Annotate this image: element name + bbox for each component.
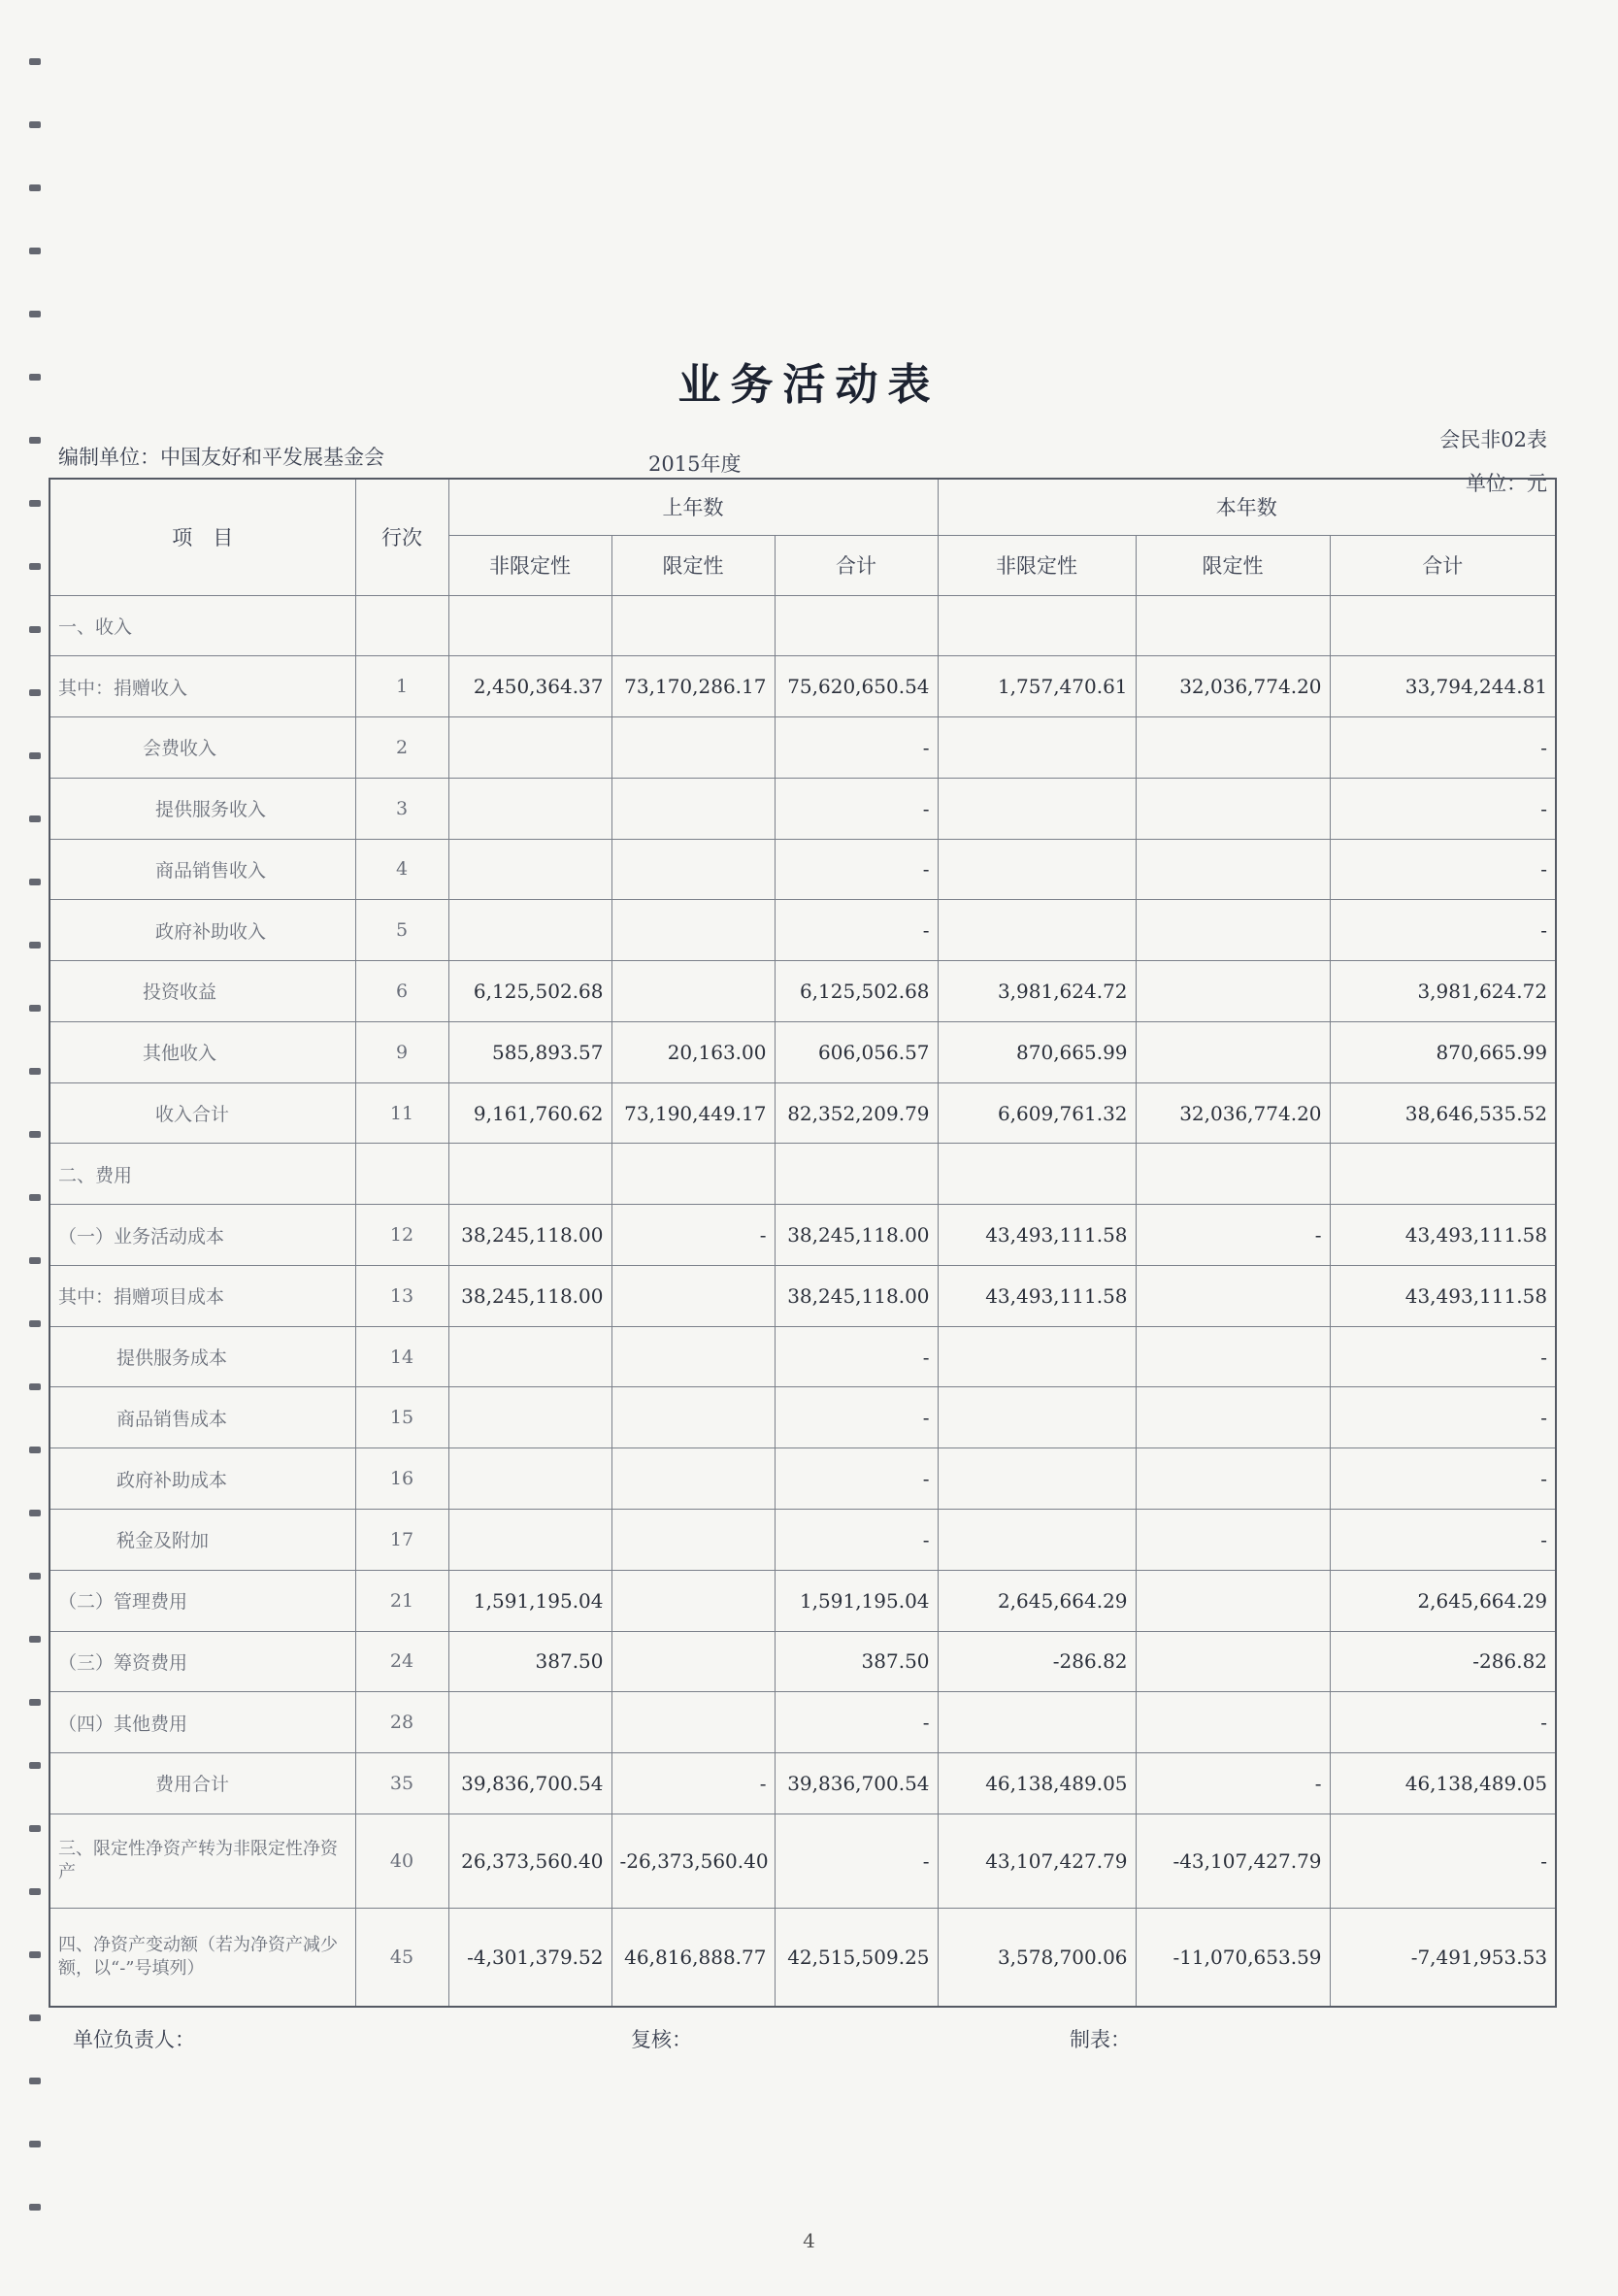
table-row <box>50 1692 1556 1753</box>
table-row <box>50 1753 1556 1814</box>
row-item: （一）业务活动成本 <box>50 1205 355 1266</box>
cell-curr-restricted <box>1136 1265 1330 1326</box>
preparer-label: 制表： <box>1070 2028 1131 2051</box>
cell-prev-unrestricted: 9,161,760.62 <box>448 1082 611 1144</box>
row-item: 提供服务成本 <box>50 1326 355 1387</box>
cell-curr-total: - <box>1330 778 1556 839</box>
cell-prev-restricted <box>611 1448 775 1510</box>
cell-prev-restricted: 20,163.00 <box>611 1021 775 1082</box>
table-row <box>50 1631 1556 1692</box>
cell-prev-unrestricted <box>448 1448 611 1510</box>
cell-prev-restricted <box>611 900 775 961</box>
table-row <box>50 1509 1556 1570</box>
row-item: 商品销售收入 <box>50 839 355 900</box>
cell-curr-total: 3,981,624.72 <box>1330 961 1556 1022</box>
row-no: 21 <box>355 1570 448 1631</box>
cell-prev-total: - <box>775 1814 938 1908</box>
cell-prev-restricted: -26,373,560.40 <box>611 1814 775 1908</box>
business-activity-table <box>49 478 1557 2008</box>
cell-curr-unrestricted: 6,609,761.32 <box>938 1082 1136 1144</box>
cell-prev-unrestricted <box>448 717 611 779</box>
cell-prev-total: - <box>775 900 938 961</box>
row-no <box>355 595 448 656</box>
cell-prev-unrestricted <box>448 839 611 900</box>
cell-curr-restricted <box>1136 1570 1330 1631</box>
row-no: 28 <box>355 1692 448 1753</box>
cell-prev-unrestricted: 26,373,560.40 <box>448 1814 611 1908</box>
table-row <box>50 1144 1556 1205</box>
cell-prev-unrestricted <box>448 1144 611 1205</box>
cell-curr-total: - <box>1330 900 1556 961</box>
row-item: （三）筹资费用 <box>50 1631 355 1692</box>
row-item: 商品销售成本 <box>50 1387 355 1448</box>
cell-prev-unrestricted: 387.50 <box>448 1631 611 1692</box>
cell-prev-total: - <box>775 1692 938 1753</box>
cell-curr-total: - <box>1330 1387 1556 1448</box>
cell-prev-unrestricted: 39,836,700.54 <box>448 1753 611 1814</box>
table-row <box>50 595 1556 656</box>
cell-curr-total: - <box>1330 839 1556 900</box>
page-title: 业务活动表 <box>677 360 941 410</box>
row-item: 会费收入 <box>50 717 355 779</box>
row-item: 提供服务收入 <box>50 778 355 839</box>
cell-prev-restricted <box>611 717 775 779</box>
cell-curr-restricted <box>1136 900 1330 961</box>
table-row <box>50 1909 1556 2007</box>
cell-curr-unrestricted: 3,578,700.06 <box>938 1909 1136 2007</box>
cell-prev-total: 75,620,650.54 <box>775 656 938 717</box>
table-row <box>50 1205 1556 1266</box>
table-row <box>50 778 1556 839</box>
col-header-item: 项 目 <box>50 479 355 595</box>
table-row <box>50 961 1556 1022</box>
cell-prev-unrestricted <box>448 1692 611 1753</box>
cell-prev-restricted <box>611 595 775 656</box>
row-item: 费用合计 <box>50 1753 355 1814</box>
cell-curr-total: - <box>1330 1509 1556 1570</box>
cell-prev-restricted <box>611 778 775 839</box>
cell-curr-total: 46,138,489.05 <box>1330 1753 1556 1814</box>
row-no: 2 <box>355 717 448 779</box>
cell-prev-restricted <box>611 1692 775 1753</box>
cell-curr-total: - <box>1330 717 1556 779</box>
row-item: 二、费用 <box>50 1144 355 1205</box>
cell-prev-total: 42,515,509.25 <box>775 1909 938 2007</box>
currency-unit: 单位：元 <box>1466 472 1547 495</box>
table-row <box>50 839 1556 900</box>
col-header-prev-unrestricted: 非限定性 <box>448 535 611 595</box>
cell-prev-unrestricted: 6,125,502.68 <box>448 961 611 1022</box>
cell-curr-unrestricted: 43,493,111.58 <box>938 1265 1136 1326</box>
row-no: 40 <box>355 1814 448 1908</box>
row-no: 9 <box>355 1021 448 1082</box>
cell-prev-total: 6,125,502.68 <box>775 961 938 1022</box>
row-item: 政府补助收入 <box>50 900 355 961</box>
row-item: （二）管理费用 <box>50 1570 355 1631</box>
cell-prev-total: 39,836,700.54 <box>775 1753 938 1814</box>
row-item: 一、收入 <box>50 595 355 656</box>
row-no: 11 <box>355 1082 448 1144</box>
cell-prev-total: - <box>775 1387 938 1448</box>
cell-prev-restricted <box>611 1326 775 1387</box>
cell-prev-total <box>775 1144 938 1205</box>
cell-curr-total <box>1330 595 1556 656</box>
cell-curr-total: -286.82 <box>1330 1631 1556 1692</box>
col-header-prev-year: 上年数 <box>448 479 938 535</box>
row-no: 12 <box>355 1205 448 1266</box>
cell-curr-unrestricted <box>938 1387 1136 1448</box>
cell-prev-unrestricted: 2,450,364.37 <box>448 656 611 717</box>
table-row <box>50 1448 1556 1510</box>
table-row <box>50 1387 1556 1448</box>
row-no: 24 <box>355 1631 448 1692</box>
col-header-prev-total: 合计 <box>775 535 938 595</box>
cell-prev-total: - <box>775 1509 938 1570</box>
cell-prev-restricted <box>611 961 775 1022</box>
col-header-row-no: 行次 <box>355 479 448 595</box>
cell-curr-unrestricted <box>938 595 1136 656</box>
cell-prev-total <box>775 595 938 656</box>
cell-prev-total: 38,245,118.00 <box>775 1265 938 1326</box>
table-row <box>50 900 1556 961</box>
cell-curr-unrestricted <box>938 1448 1136 1510</box>
row-item: 三、限定性净资产转为非限定性净资产 <box>50 1814 355 1908</box>
org-name: 编制单位：中国友好和平发展基金会 <box>58 446 384 469</box>
cell-prev-unrestricted: -4,301,379.52 <box>448 1909 611 2007</box>
cell-prev-unrestricted: 1,591,195.04 <box>448 1570 611 1631</box>
cell-curr-unrestricted: 2,645,664.29 <box>938 1570 1136 1631</box>
cell-prev-total: - <box>775 717 938 779</box>
cell-curr-unrestricted <box>938 1144 1136 1205</box>
cell-curr-total: 43,493,111.58 <box>1330 1205 1556 1266</box>
row-no: 5 <box>355 900 448 961</box>
cell-curr-unrestricted <box>938 717 1136 779</box>
row-no: 15 <box>355 1387 448 1448</box>
cell-curr-unrestricted <box>938 1692 1136 1753</box>
cell-curr-unrestricted <box>938 900 1136 961</box>
cell-prev-restricted <box>611 1387 775 1448</box>
col-header-curr-unrestricted: 非限定性 <box>938 535 1136 595</box>
cell-prev-unrestricted <box>448 778 611 839</box>
row-no: 13 <box>355 1265 448 1326</box>
cell-prev-restricted <box>611 1570 775 1631</box>
cell-curr-restricted <box>1136 778 1330 839</box>
cell-curr-restricted <box>1136 1448 1330 1510</box>
cell-curr-total: 43,493,111.58 <box>1330 1265 1556 1326</box>
cell-prev-restricted <box>611 1631 775 1692</box>
cell-curr-restricted: - <box>1136 1205 1330 1266</box>
table-row <box>50 1326 1556 1387</box>
cell-prev-unrestricted: 38,245,118.00 <box>448 1265 611 1326</box>
cell-prev-restricted: 73,170,286.17 <box>611 656 775 717</box>
row-no: 16 <box>355 1448 448 1510</box>
responsible-label: 单位负责人： <box>73 2028 195 2051</box>
col-header-prev-restricted: 限定性 <box>611 535 775 595</box>
cell-prev-total: 606,056.57 <box>775 1021 938 1082</box>
cell-curr-unrestricted <box>938 1509 1136 1570</box>
cell-curr-total: - <box>1330 1326 1556 1387</box>
cell-curr-restricted: 32,036,774.20 <box>1136 1082 1330 1144</box>
cell-prev-unrestricted <box>448 595 611 656</box>
row-item: 税金及附加 <box>50 1509 355 1570</box>
cell-curr-total: 870,665.99 <box>1330 1021 1556 1082</box>
cell-curr-unrestricted <box>938 839 1136 900</box>
cell-prev-restricted <box>611 1265 775 1326</box>
cell-curr-unrestricted: 3,981,624.72 <box>938 961 1136 1022</box>
cell-prev-total: 38,245,118.00 <box>775 1205 938 1266</box>
cell-curr-total: - <box>1330 1814 1556 1908</box>
cell-prev-total: - <box>775 778 938 839</box>
cell-prev-restricted <box>611 1144 775 1205</box>
cell-curr-restricted <box>1136 1144 1330 1205</box>
cell-curr-total <box>1330 1144 1556 1205</box>
row-item: 其中：捐赠收入 <box>50 656 355 717</box>
cell-curr-unrestricted: 870,665.99 <box>938 1021 1136 1082</box>
page-number: 4 <box>803 2229 815 2252</box>
cell-prev-restricted: - <box>611 1753 775 1814</box>
cell-curr-unrestricted: -286.82 <box>938 1631 1136 1692</box>
cell-curr-restricted <box>1136 1387 1330 1448</box>
report-year: 2015年度 <box>648 452 742 476</box>
table-row <box>50 717 1556 779</box>
cell-prev-restricted: 73,190,449.17 <box>611 1082 775 1144</box>
cell-curr-total: 2,645,664.29 <box>1330 1570 1556 1631</box>
cell-curr-restricted <box>1136 1021 1330 1082</box>
cell-prev-unrestricted <box>448 1509 611 1570</box>
row-no <box>355 1144 448 1205</box>
table-row <box>50 1265 1556 1326</box>
cell-prev-total: - <box>775 1448 938 1510</box>
cell-curr-restricted <box>1136 717 1330 779</box>
row-item: 收入合计 <box>50 1082 355 1144</box>
cell-prev-restricted: 46,816,888.77 <box>611 1909 775 2007</box>
row-no: 45 <box>355 1909 448 2007</box>
cell-curr-restricted <box>1136 595 1330 656</box>
row-no: 4 <box>355 839 448 900</box>
row-no: 17 <box>355 1509 448 1570</box>
row-item: 政府补助成本 <box>50 1448 355 1510</box>
cell-curr-total: - <box>1330 1448 1556 1510</box>
cell-curr-restricted <box>1136 1692 1330 1753</box>
row-no: 6 <box>355 961 448 1022</box>
row-no: 1 <box>355 656 448 717</box>
cell-curr-unrestricted: 43,493,111.58 <box>938 1205 1136 1266</box>
cell-curr-restricted <box>1136 1509 1330 1570</box>
form-code: 会民非02表 <box>1439 428 1547 451</box>
cell-prev-unrestricted <box>448 1387 611 1448</box>
col-header-curr-total: 合计 <box>1330 535 1556 595</box>
cell-curr-total: 38,646,535.52 <box>1330 1082 1556 1144</box>
row-item: 其他收入 <box>50 1021 355 1082</box>
row-item: 投资收益 <box>50 961 355 1022</box>
cell-prev-restricted <box>611 839 775 900</box>
cell-curr-unrestricted: 1,757,470.61 <box>938 656 1136 717</box>
col-header-curr-year: 本年数 <box>938 479 1556 535</box>
cell-prev-total: - <box>775 839 938 900</box>
table-row <box>50 1021 1556 1082</box>
cell-prev-total: 82,352,209.79 <box>775 1082 938 1144</box>
row-no: 3 <box>355 778 448 839</box>
row-no: 14 <box>355 1326 448 1387</box>
cell-curr-restricted <box>1136 961 1330 1022</box>
cell-prev-restricted: - <box>611 1205 775 1266</box>
cell-prev-total: 1,591,195.04 <box>775 1570 938 1631</box>
cell-curr-unrestricted <box>938 778 1136 839</box>
cell-prev-total: - <box>775 1326 938 1387</box>
cell-curr-unrestricted <box>938 1326 1136 1387</box>
table-row <box>50 1570 1556 1631</box>
reviewer-label: 复核： <box>631 2028 692 2051</box>
cell-prev-unrestricted <box>448 900 611 961</box>
cell-prev-unrestricted: 38,245,118.00 <box>448 1205 611 1266</box>
cell-curr-restricted <box>1136 1631 1330 1692</box>
col-header-curr-restricted: 限定性 <box>1136 535 1330 595</box>
cell-curr-restricted <box>1136 1326 1330 1387</box>
row-no: 35 <box>355 1753 448 1814</box>
cell-prev-restricted <box>611 1509 775 1570</box>
cell-curr-total: -7,491,953.53 <box>1330 1909 1556 2007</box>
cell-prev-unrestricted <box>448 1326 611 1387</box>
cell-prev-unrestricted: 585,893.57 <box>448 1021 611 1082</box>
cell-curr-unrestricted: 46,138,489.05 <box>938 1753 1136 1814</box>
cell-curr-total: 33,794,244.81 <box>1330 656 1556 717</box>
table-row <box>50 1082 1556 1144</box>
cell-curr-restricted: - <box>1136 1753 1330 1814</box>
cell-curr-restricted: -43,107,427.79 <box>1136 1814 1330 1908</box>
table-row <box>50 656 1556 717</box>
cell-curr-restricted <box>1136 839 1330 900</box>
cell-prev-total: 387.50 <box>775 1631 938 1692</box>
cell-curr-restricted: 32,036,774.20 <box>1136 656 1330 717</box>
row-item: 其中：捐赠项目成本 <box>50 1265 355 1326</box>
table-row <box>50 1814 1556 1908</box>
cell-curr-total: - <box>1330 1692 1556 1753</box>
cell-curr-restricted: -11,070,653.59 <box>1136 1909 1330 2007</box>
row-item: 四、净资产变动额（若为净资产减少额，以“-”号填列） <box>50 1909 355 2007</box>
row-item: （四）其他费用 <box>50 1692 355 1753</box>
cell-curr-unrestricted: 43,107,427.79 <box>938 1814 1136 1908</box>
